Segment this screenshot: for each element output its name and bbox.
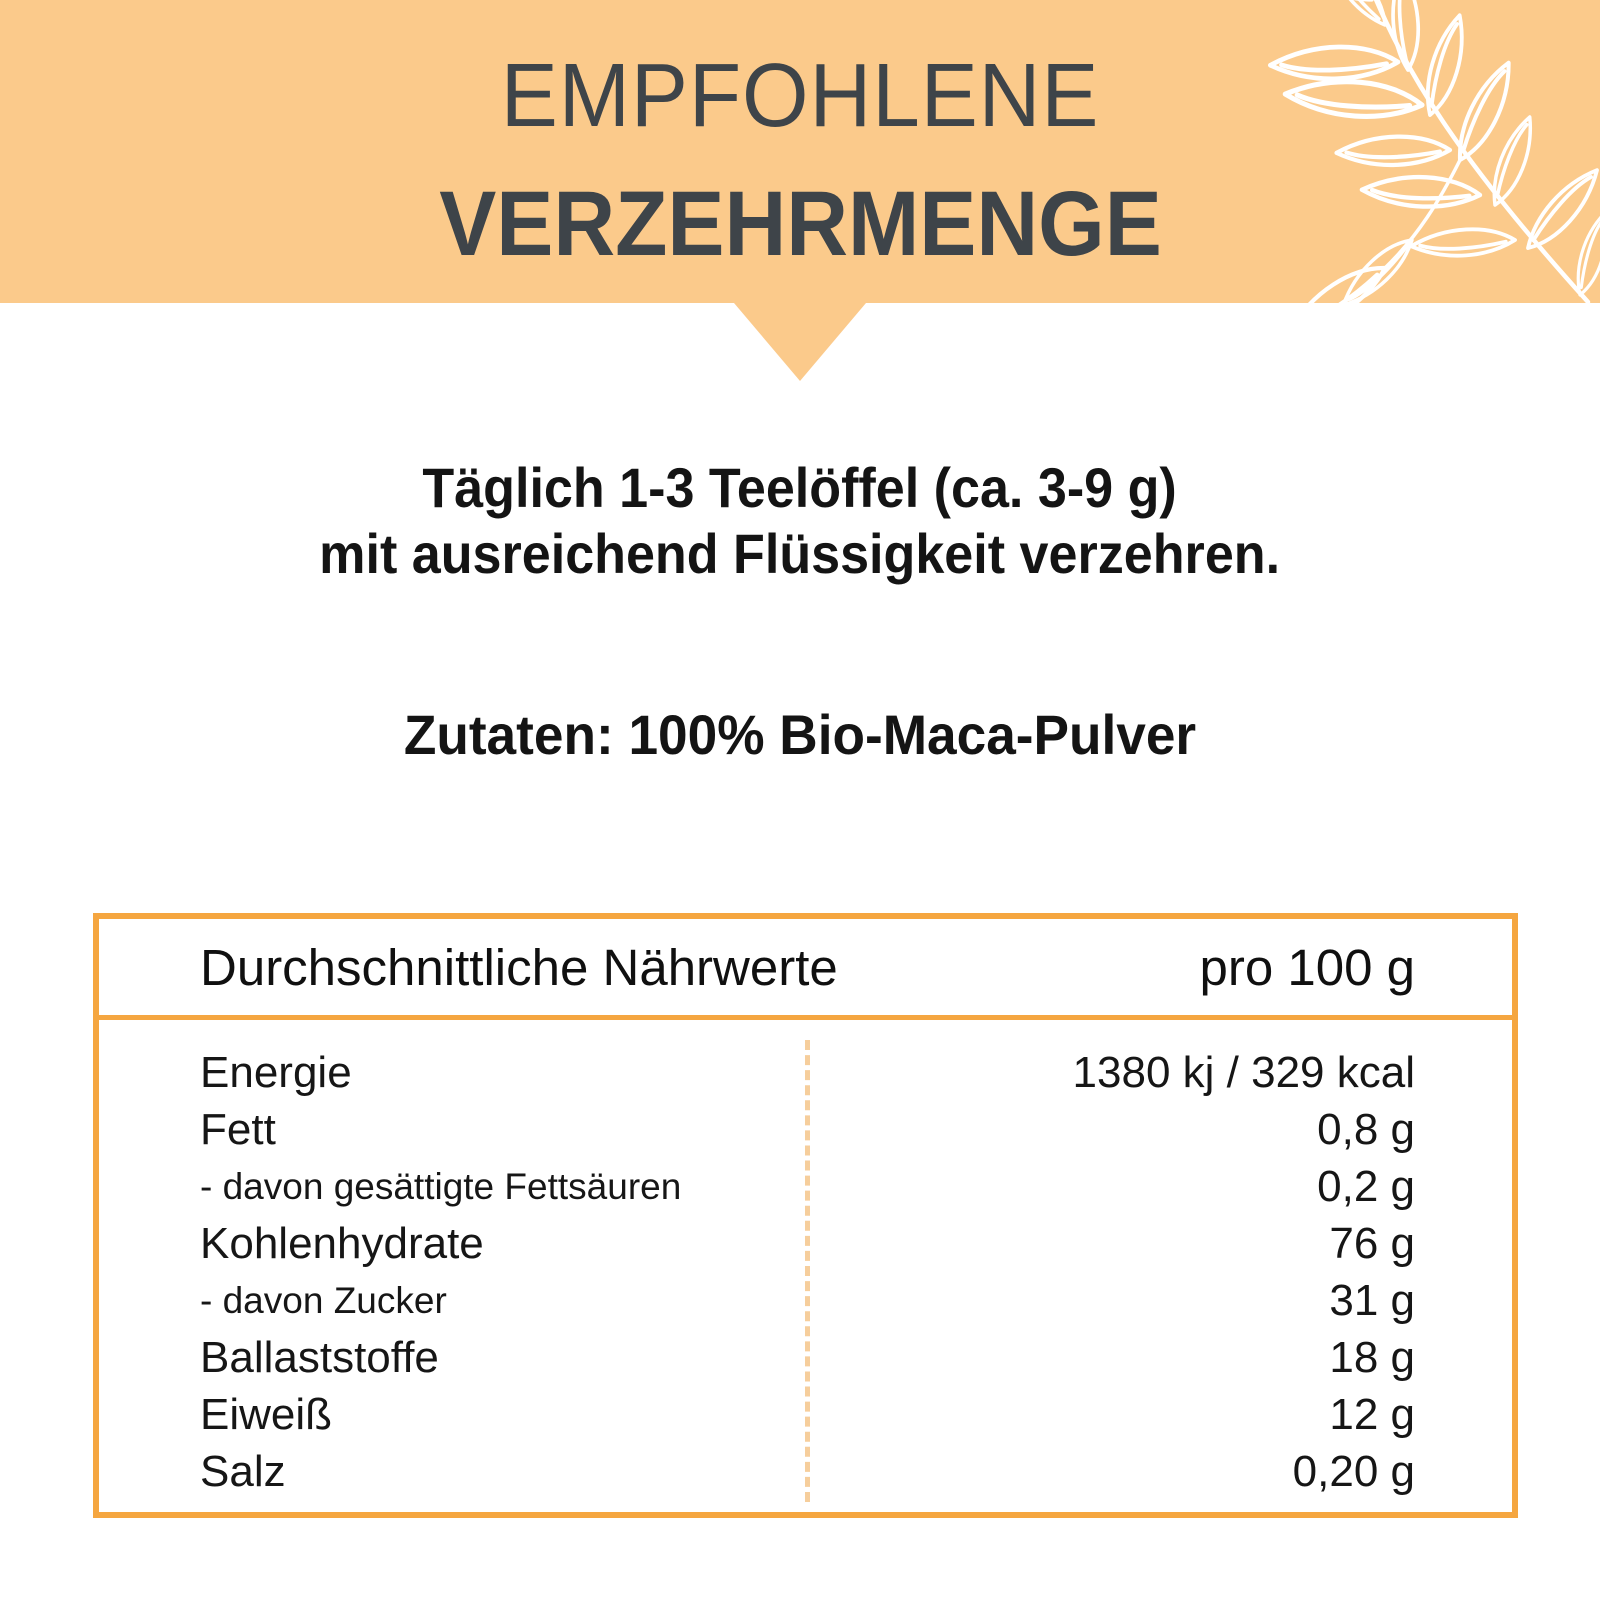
row-value: 18 g [1329,1332,1415,1382]
row-label: Fett [200,1104,276,1154]
dosage-line2: mit ausreichend Flüssigkeit verzehren. [319,522,1281,585]
table-header-right: pro 100 g [1199,938,1415,996]
table-header [99,919,1512,1020]
banner [0,0,1600,303]
row-label: - davon gesättigte Fettsäuren [200,1165,682,1207]
page-title [0,45,1600,302]
ingredients-text: Zutaten: 100% Bio-Maca-Pulver [403,703,1197,766]
row-label: Kohlenhydrate [200,1218,484,1268]
row-value: 31 g [1329,1275,1415,1325]
row-value: 76 g [1329,1218,1415,1268]
row-label: Ballaststoffe [200,1332,439,1382]
row-value: 12 g [1329,1389,1415,1439]
title-line2: VERZEHRMENGE [438,173,1162,275]
ingredients-section [0,702,1600,768]
table-body [99,1020,1512,1500]
nutrition-table [93,913,1518,1518]
column-divider-dashed [805,1040,810,1502]
row-label: Salz [200,1446,286,1496]
row-label: Eiweiß [200,1389,333,1439]
row-value: 0,20 g [1292,1446,1415,1496]
row-value: 0,2 g [1317,1161,1415,1211]
row-label: Energie [200,1047,352,1097]
row-value: 1380 kj / 329 kcal [1072,1047,1415,1097]
dosage-section [0,455,1600,587]
table-header-left: Durchschnittliche Nährwerte [200,938,838,996]
row-label: - davon Zucker [200,1279,447,1321]
title-line1: EMPFOHLENE [500,46,1100,146]
row-value: 0,8 g [1317,1104,1415,1154]
banner-pointer-triangle [734,303,866,381]
dosage-line1: Täglich 1-3 Teelöffel (ca. 3-9 g) [422,456,1178,519]
